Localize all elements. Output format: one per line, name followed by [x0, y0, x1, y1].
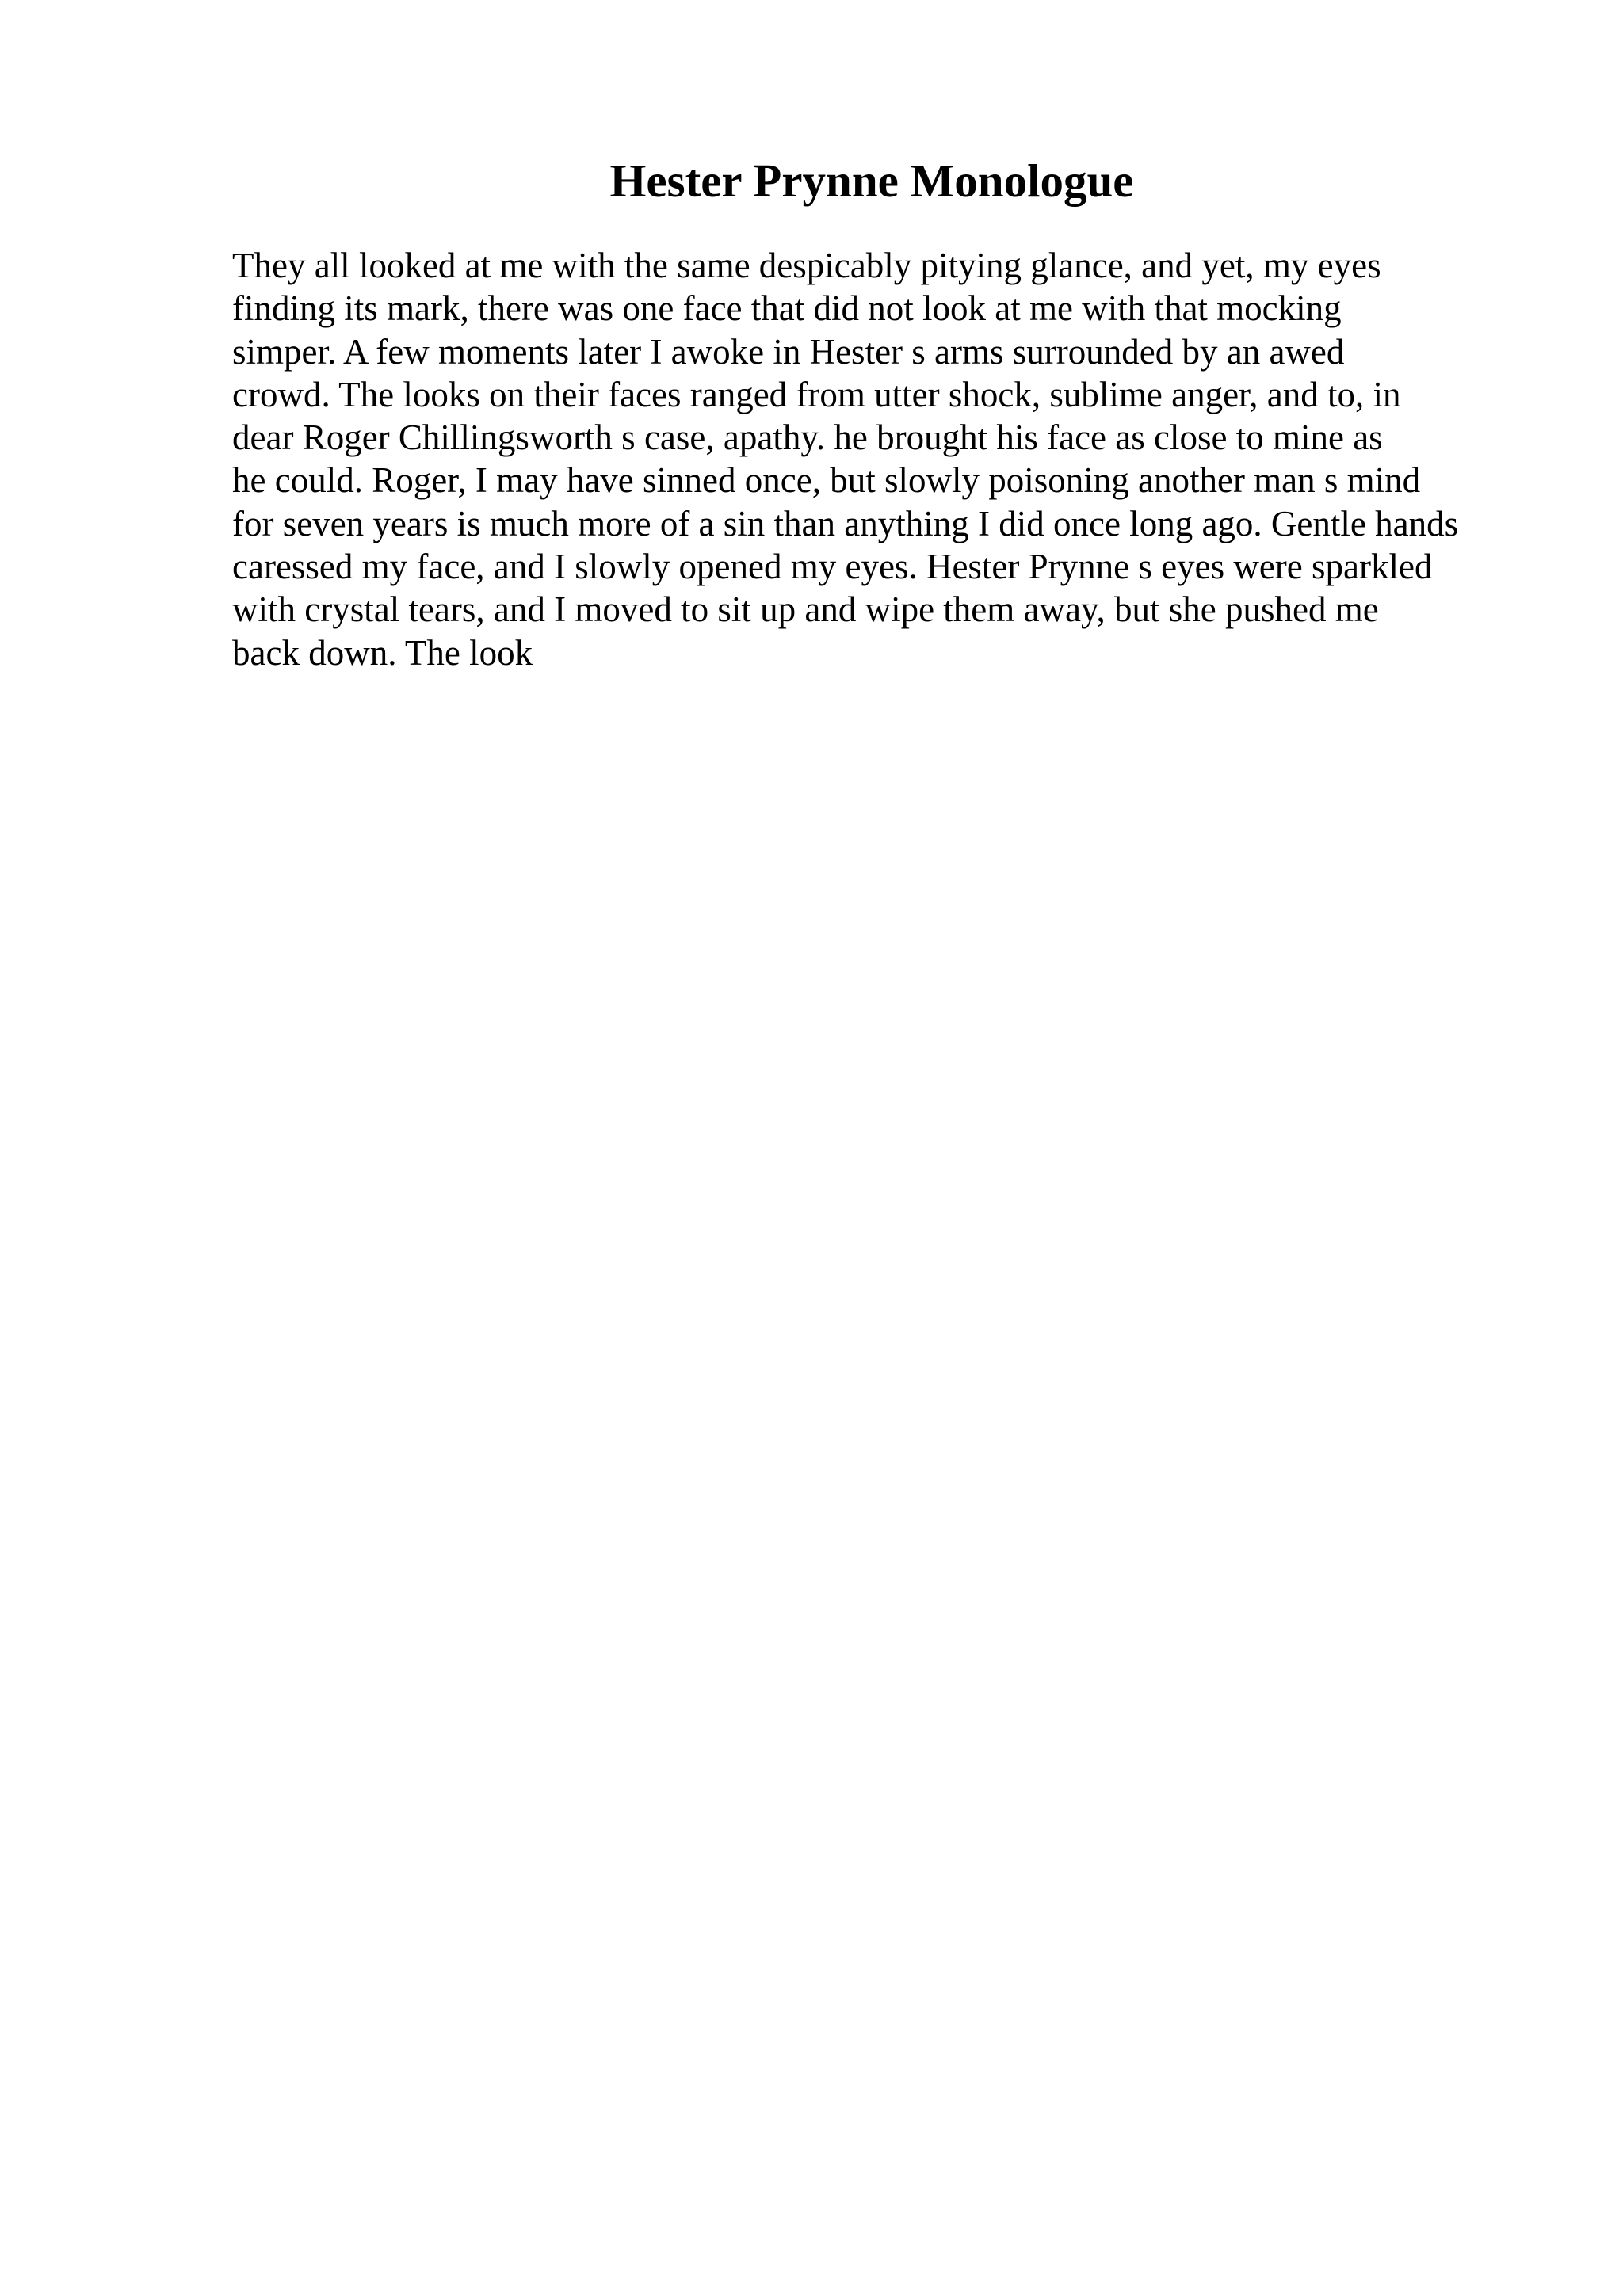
text-line: for seven years is much more of a sin than anything I did once long ago. Gentle hands — [232, 503, 1459, 543]
text-line: simper. A few moments later I awoke in Hester s arms surrounded by an awed — [232, 331, 1345, 372]
text-line: crowd. The looks on their faces ranged from utter shock, sublime anger, and to, in — [232, 374, 1401, 414]
text-line: They all looked at me with the same despicably pitying glance, and yet, my eyes — [232, 246, 1381, 285]
text-line: finding its mark, there was one face that did not look at me with that mocking — [232, 288, 1342, 329]
text-line: he could. Roger, I may have sinned once, but slowly poisoning another man s mind — [232, 460, 1421, 501]
text-line: caressed my face, and I slowly opened my eyes. Hester Prynne s eyes were sparkled — [232, 547, 1433, 587]
monologue-body — [232, 244, 1532, 674]
text-line: with crystal tears, and I moved to sit up and wipe them away, but she pushed me — [232, 589, 1379, 630]
text-line: back down. The look — [232, 632, 533, 673]
text-line: dear Roger Chillingsworth s case, apathy. he brought his face as close to mine as — [232, 418, 1383, 458]
document-title: Hester Prynne Monologue — [609, 154, 1134, 207]
